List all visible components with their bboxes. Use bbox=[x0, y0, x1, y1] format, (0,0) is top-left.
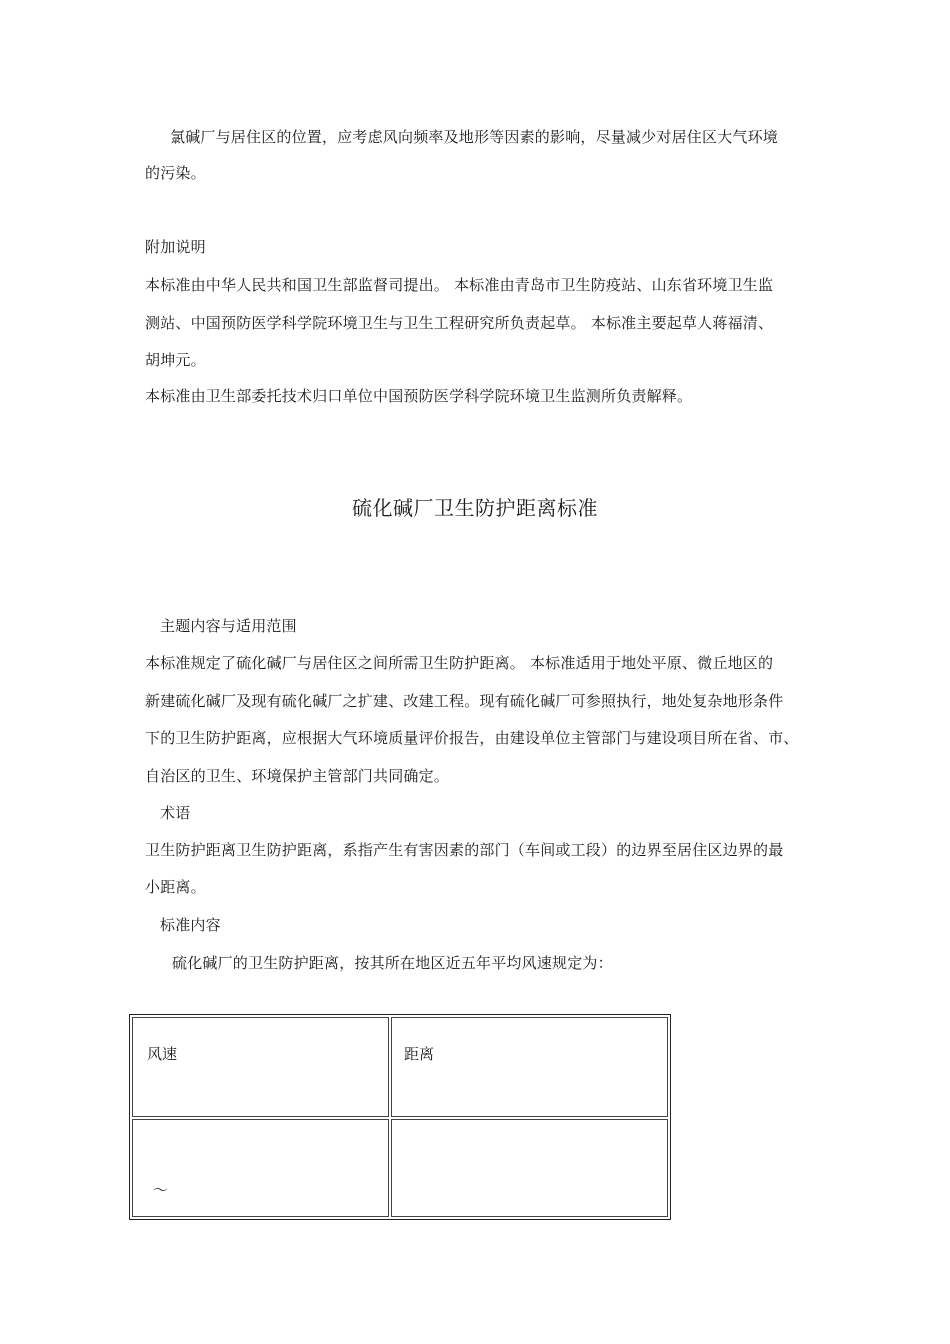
appendix-heading: 附加说明 bbox=[145, 238, 206, 256]
header-distance: 距离 bbox=[404, 1045, 435, 1063]
scope-heading: 主题内容与适用范围 bbox=[160, 617, 297, 635]
appendix-line-1: 本标准由中华人民共和国卫生部监督司提出。 本标准由青岛市卫生防疫站、山东省环境卫生监 bbox=[145, 276, 774, 294]
table-cell bbox=[132, 1119, 389, 1217]
scope-line-4: 自治区的卫生、环境保护主管部门共同确定。 bbox=[145, 767, 450, 785]
table-cell bbox=[391, 1119, 668, 1217]
content-line-1: 硫化碱厂的卫生防护距离，按其所在地区近五年平均风速规定为： bbox=[172, 954, 613, 972]
scope-line-1: 本标准规定了硫化碱厂与居住区之间所需卫生防护距离。 本标准适用于地处平原、微丘地区的 bbox=[145, 654, 774, 672]
document-title: 硫化碱厂卫生防护距离标准 bbox=[352, 496, 598, 520]
terms-heading: 术语 bbox=[160, 804, 191, 822]
terms-line-1: 卫生防护距离卫生防护距离，系指产生有害因素的部门（车间或工段）的边界至居住区边界的最 bbox=[145, 841, 784, 859]
cell-wind-speed: ～ bbox=[153, 1181, 169, 1199]
table-header-cell bbox=[391, 1017, 668, 1117]
header-wind-speed: 风速 bbox=[147, 1045, 178, 1063]
content-heading: 标准内容 bbox=[160, 916, 221, 934]
wind-distance-table bbox=[129, 1014, 671, 1220]
appendix-line-2: 测站、中国预防医学科学院环境卫生与卫生工程研究所负责起草。 本标准主要起草人蒋福清、 bbox=[145, 314, 774, 332]
terms-line-2: 小距离。 bbox=[145, 878, 206, 896]
intro-line-2: 的污染。 bbox=[145, 164, 206, 182]
scope-line-3: 下的卫生防护距离，应根据大气环境质量评价报告，由建设单位主管部门与建设项目所在省、市、 bbox=[145, 729, 799, 747]
appendix-line-3: 胡坤元。 bbox=[145, 351, 206, 369]
intro-line-1: 氯碱厂与居住区的位置，应考虑风向频率及地形等因素的影响，尽量减少对居住区大气环境 bbox=[170, 128, 779, 146]
table-header-cell bbox=[132, 1017, 389, 1117]
appendix-line-4: 本标准由卫生部委托技术归口单位中国预防医学科学院环境卫生监测所负责解释。 bbox=[145, 387, 693, 405]
scope-line-2: 新建硫化碱厂及现有硫化碱厂之扩建、改建工程。现有硫化碱厂可参照执行，地处复杂地形条件 bbox=[145, 692, 784, 710]
